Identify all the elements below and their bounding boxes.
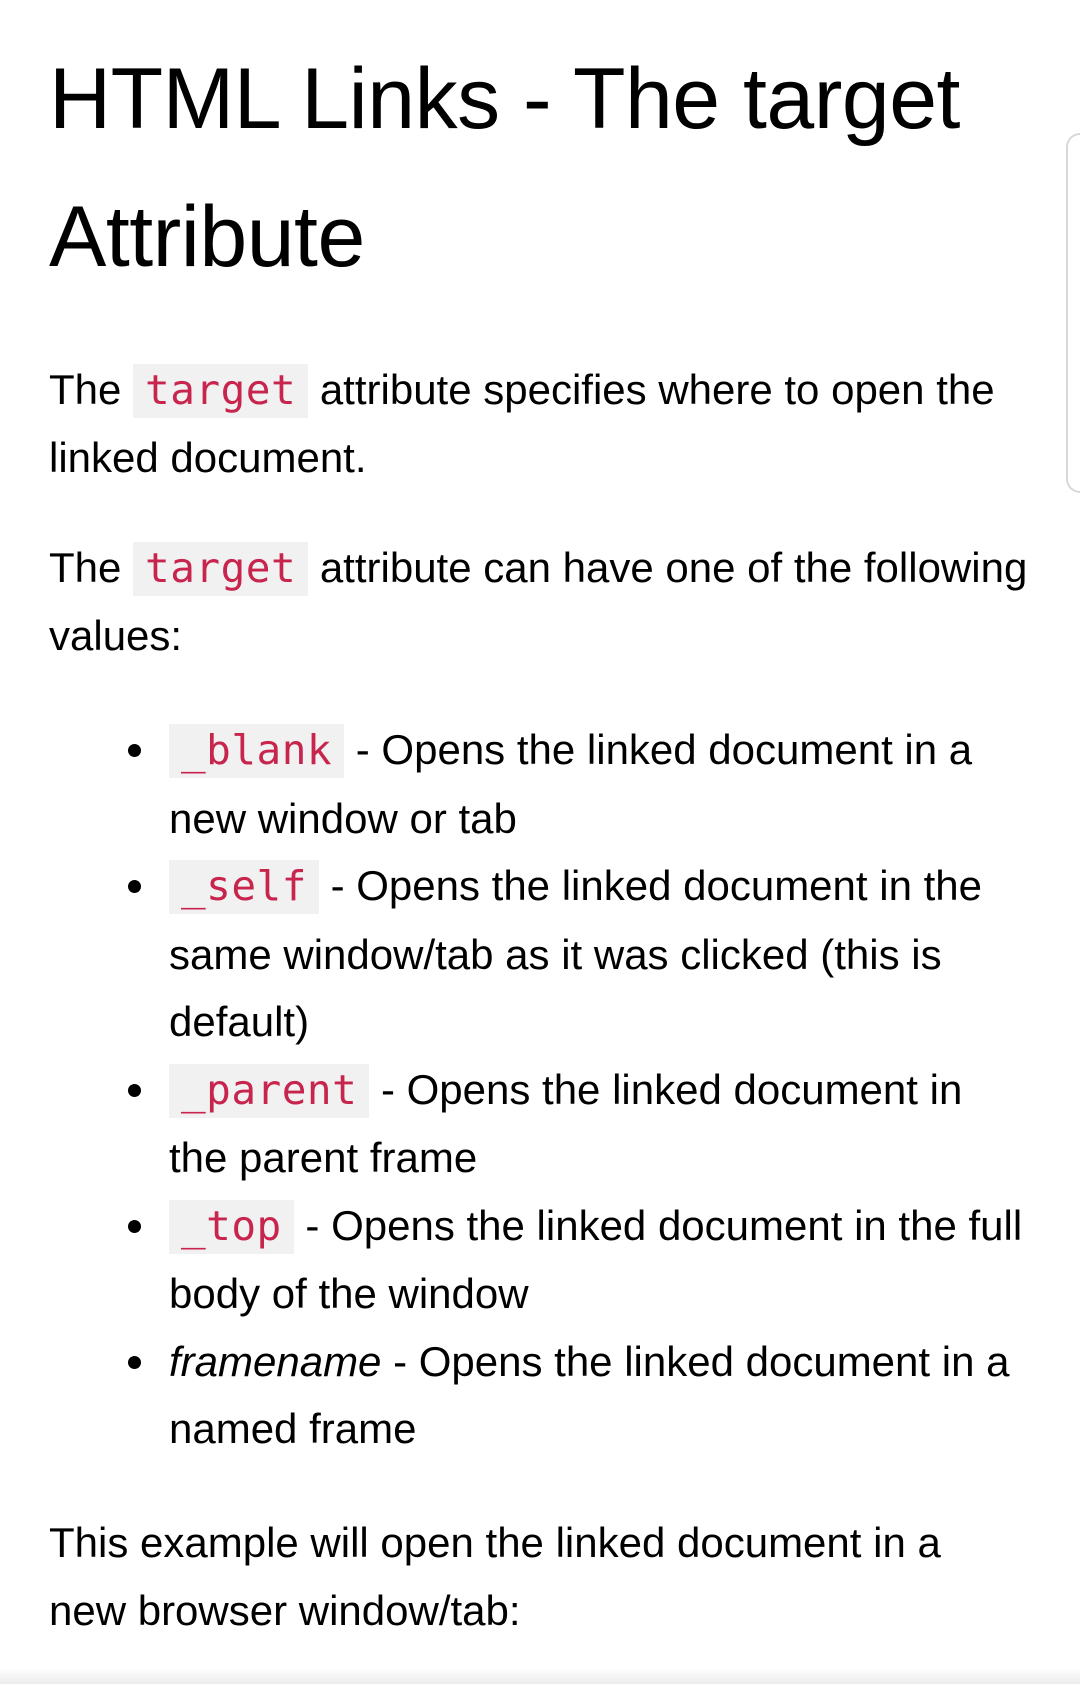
intro-paragraph-2 [49, 534, 1029, 670]
framename-term: framename [169, 1337, 382, 1385]
list-item-framename [169, 1328, 1029, 1463]
bullet-icon [128, 1356, 141, 1369]
bullet-icon [128, 1220, 141, 1233]
target-values-list [49, 716, 1029, 1463]
value-code-self: _self [169, 860, 319, 914]
list-item-parent [169, 1056, 1029, 1192]
value-code-parent: _parent [169, 1064, 369, 1118]
value-desc-self: - Opens the linked document in the same window/tab as it was clicked (this is default) [169, 862, 982, 1045]
value-desc-parent: - Opens the linked document in the parent frame [169, 1065, 963, 1181]
intro-2-after: attribute can have one of the following values: [49, 544, 1028, 659]
bullet-icon [128, 880, 141, 893]
framename-desc: - Opens the linked document in a named frame [169, 1337, 1010, 1452]
intro-1-after: attribute specifies where to open the linked document. [49, 366, 995, 481]
scroll-handle[interactable] [1066, 133, 1080, 493]
value-code-top: _top [169, 1200, 294, 1254]
article-content [49, 0, 1029, 1645]
bullet-icon [128, 1084, 141, 1097]
list-item-top [169, 1192, 1029, 1328]
intro-paragraph-1 [49, 356, 1029, 492]
target-code-1: target [133, 364, 308, 418]
list-item-self [169, 852, 1029, 1056]
list-item-blank [169, 716, 1029, 852]
bottom-edge [0, 1668, 1080, 1684]
value-desc-blank: - Opens the linked document in a new window or tab [169, 726, 973, 842]
intro-2-before: The [49, 544, 134, 591]
intro-1-before: The [49, 366, 134, 413]
page-title: HTML Links - The target Attribute [49, 51, 960, 285]
bullet-icon [128, 744, 141, 757]
value-code-blank: _blank [169, 724, 344, 778]
value-desc-top: - Opens the linked document in the full body of the window [169, 1201, 1023, 1317]
example-paragraph: This example will open the linked document in a new browser window/tab: [49, 1518, 941, 1634]
target-code-2: target [133, 542, 308, 596]
